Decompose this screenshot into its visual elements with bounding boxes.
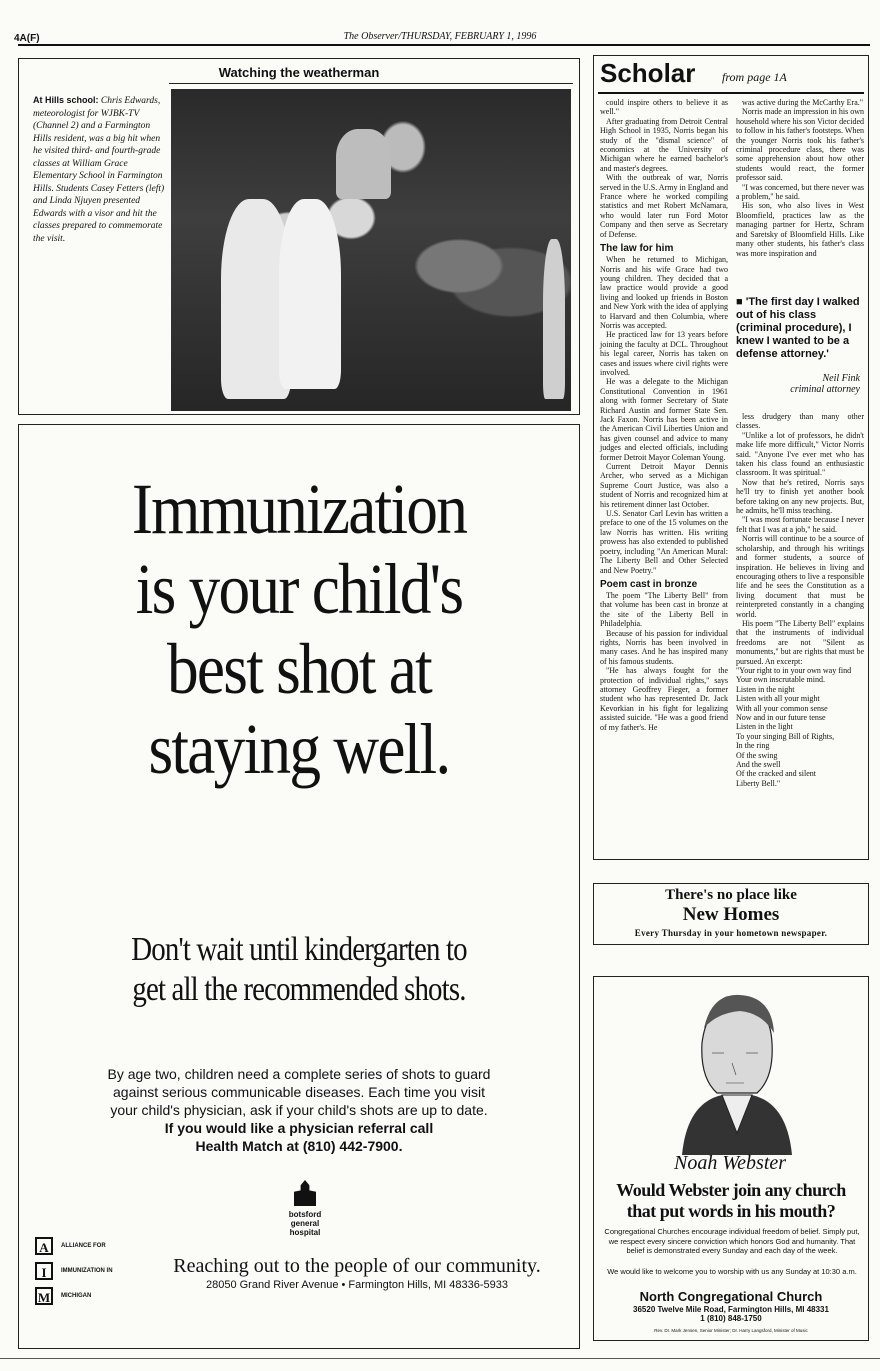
story-title: Scholar: [600, 58, 696, 88]
noah-webster-portrait: [662, 983, 802, 1155]
jump-from: from page 1A: [722, 70, 787, 84]
photo-story: [18, 58, 580, 415]
logo-text: hospital: [289, 1228, 321, 1237]
paragraph: "He has always fought for the protection of individual rights," says attorney Geoffrey Fieger, a former student who has represented Dr. Jack Kevorkian in his fight for legalizing assisted suicide. "He was a good friend of my father's. He: [600, 666, 728, 732]
photo-adult-right: [543, 239, 565, 399]
weatherman-photo: [171, 89, 571, 411]
caption-lead: At Hills school:: [33, 95, 99, 105]
photo-child-right: [279, 199, 341, 389]
aim-logo: [35, 1233, 145, 1308]
poem-excerpt: "Your right to in your own way find Your own inscrutable mind. Listen in the night Listen with all your might With all your common sense Now and in our future tense Listen in the light To your singing Bill of Rights, In the ring Of the swing And the swell Of the cracked and silent Liberty Bell.": [736, 665, 852, 788]
pull-quote-attribution: [736, 373, 860, 395]
ad-cta-line: If you would like a physician referral call: [164, 1120, 434, 1136]
paragraph: Now that he's retired, Norris says he'll try to finish yet another book before taking on any new projects. But, he admits, he'll miss teaching.: [736, 477, 864, 516]
paragraph: could inspire others to believe it as well.": [600, 98, 728, 117]
paragraph: Norris made an impression in his own household where his son Victor decided to follow in his father's footsteps. When the younger Norris took his father's criminal procedure class, there was some apprehension about how other students would react, the former professor said.: [736, 107, 864, 183]
homes-line-2: New Homes: [682, 904, 780, 925]
aim-letter-tile: A: [35, 1237, 53, 1255]
page-label: 4A(F): [14, 33, 40, 44]
aim-row: [35, 1283, 145, 1308]
subhead: The law for him: [600, 243, 674, 255]
church-phone: 1 (810) 848-1750: [700, 1314, 762, 1323]
paragraph: "I was concerned, but there never was a problem," he said.: [736, 182, 864, 202]
paragraph: The poem "The Liberty Bell" from that volume has been cast in bronze at the site of the Liberty Bell in Philadelphia.: [600, 590, 728, 629]
photo-caption: [33, 95, 167, 245]
ad-subhead-line: get all the recommended shots.: [132, 971, 466, 1008]
hospital-logo-icon: [294, 1180, 316, 1206]
aim-letter-tile: M: [35, 1287, 53, 1305]
ad-cta-line: Health Match at (810) 442-7900.: [195, 1138, 403, 1154]
ad-body-line: against serious communicable diseases. Each time you visit: [113, 1084, 485, 1100]
aim-letter-tile: I: [35, 1262, 53, 1280]
church-ad: [593, 976, 869, 1341]
ad-headline-line: best shot at: [167, 629, 431, 709]
ad-body-line: By age two, children need a complete series of shots to guard: [107, 1066, 491, 1082]
title-rule: [598, 92, 864, 94]
paragraph: was active during the McCarthy Era.": [742, 98, 864, 107]
bottom-rule: [0, 1358, 880, 1359]
ad-headline-line: staying well.: [148, 709, 450, 789]
paragraph: Current Detroit Mayor Dennis Archer, who served as a Michigan Supreme Court Justice, was also a student of Norris and recognized him at his retirement dinner last October.: [600, 462, 728, 509]
church-staff: Rev. Dr. Mark Jensen, Senior Minister; Dr. Harry Langsford, Minister of Music: [654, 1328, 808, 1333]
paragraph: U.S. Senator Carl Levin has written a preface to one of the 15 volumes on the law Norris has written. His writing prowess has also extended to published poetry, including "An American Mural: The Liberty Bell and Other Selected and New Poetry.": [600, 509, 728, 575]
scholar-story: [593, 55, 869, 860]
ad-headline-line: Immunization: [131, 469, 467, 549]
logo-text: botsford: [288, 1210, 322, 1219]
church-headline-line: that put words in his mouth?: [626, 1201, 836, 1221]
subhead: Poem cast in bronze: [600, 578, 698, 590]
ad-headline-line: is your child's: [135, 549, 463, 629]
aim-label: IMMUNIZATION IN: [61, 1267, 113, 1274]
church-body: Congregational Churches encourage individual freedom of belief. Simply put, we respect every sincere conviction which honors God and humanity. That belief is demonstrated every Sunday and each day of the week.: [604, 1227, 860, 1255]
ad-subhead: [61, 930, 537, 1010]
ad-headline: [53, 469, 546, 789]
paragraph: After graduating from Detroit Central High School in 1935, Norris began his study of the "dismal science" of economics at the University of Michigan where he earned bachelor's and master's degrees.: [600, 116, 728, 173]
botsford-logo: [281, 1180, 329, 1237]
paragraph: With the outbreak of war, Norris served in the U.S. Army in England and France where he worked compiling statistics and met Robert McNamara, who would later run Ford Motor Company and then serve as Secretary of Defense.: [600, 173, 728, 239]
church-headline-line: Would Webster join any church: [616, 1180, 846, 1200]
story-column-2-top: [736, 98, 864, 258]
immunization-ad: [18, 424, 580, 1349]
church-headline: [594, 1180, 868, 1222]
paragraph: Because of his passion for individual rights, Norris has been involved in many cases. And he has inspired many of his famous students.: [600, 628, 728, 666]
ad-subhead-line: Don't wait until kindergarten to: [131, 931, 467, 968]
pull-quote-title: criminal attorney: [790, 384, 860, 395]
aim-label: ALLIANCE FOR: [61, 1242, 106, 1249]
photo-rule: [169, 83, 573, 84]
paragraph: Norris will continue to be a source of scholarship, and through his writings and former students, a source of inspiration. He believes in living and encouraging others to live a responsible life and he sees the Constitution as a living document that must be reinterpreted constantly in a changing world.: [736, 534, 864, 619]
logo-text: general: [290, 1219, 320, 1228]
photo-headline: Watching the weatherman: [218, 65, 380, 80]
homes-line-3: Every Thursday in your hometown newspaper.: [634, 928, 828, 938]
church-address: [594, 1305, 868, 1323]
paragraph: He practiced law for 13 years before joining the faculty at DCL. Throughout his legal career, Norris has taken on cases and issues where civil rights were involved.: [600, 330, 728, 377]
church-address-line: 36520 Twelve Mile Road, Farmington Hills, MI 48331: [633, 1305, 829, 1314]
paragraph: "I was most fortunate because I never felt that I was at a job," he said.: [736, 515, 864, 534]
header-rule: [18, 44, 870, 46]
pull-quote: ■ 'The first day I walked out of his class (criminal procedure), I knew I wanted to be a defense attorney.': [736, 296, 860, 360]
aim-row: [35, 1233, 145, 1258]
homes-line-1: There's no place like: [665, 887, 797, 903]
dateline: The Observer/THURSDAY, FEBRUARY 1, 1996: [343, 31, 537, 42]
webster-signature: Noah Webster: [674, 1152, 787, 1174]
church-name: North Congregational Church: [639, 1289, 823, 1304]
paragraph: less drudgery than many other classes.: [736, 412, 864, 431]
aim-label: MICHIGAN: [61, 1292, 92, 1299]
photo-weatherman: [336, 129, 391, 199]
paragraph: "Unlike a lot of professors, he didn't make life more difficult," Victor Norris said. "Anyone I've ever met who has taken his class found an enthusiastic classroom. It was spiritual.": [736, 430, 864, 478]
paragraph: His poem "The Liberty Bell" explains that the instruments of individual freedoms are not "Silent as monuments," but are rights that must be pursued. An excerpt:: [736, 618, 864, 666]
ad-address: 28050 Grand River Avenue • Farmington Hills, MI 48336-5933: [205, 1279, 509, 1291]
pull-quote-name: Neil Fink: [822, 373, 860, 384]
aim-row: [35, 1258, 145, 1283]
ad-tagline: Reaching out to the people of our community.: [173, 1255, 541, 1277]
church-welcome: We would like to welcome you to worship with us any Sunday at 10:30 a.m.: [607, 1267, 857, 1276]
paragraph: His son, who also lives in West Bloomfield, practices law as the managing partner for Hertz, Schram and Saretsky of Bloomfield Hills. Like many other students, his father's class was more inspiration and: [736, 201, 864, 258]
caption-text: Chris Edwards, meteorologist for WJBK-TV (Channel 2) and a Farmington Hills resident, was a big hit when he visited third- and fourth-grade classes at William Grace Elementary School in Farmington Hills. Students Casey Fetters (left) and Linda Njuyen presented Edwards with a visor and hit the classes prepared to commemorate the visit.: [33, 96, 165, 244]
new-homes-promo: [593, 883, 869, 945]
paragraph: When he returned to Michigan, Norris and his wife Grace had two young children. They decided that a law practice would provide a good living and looked up friends in Boston and New York with the idea of applying to Harvard and then Columbia, where Norris was accepted.: [600, 255, 728, 330]
story-column-2-bottom: [736, 412, 864, 788]
story-column-1: [600, 98, 728, 732]
ad-body: [19, 1065, 579, 1155]
paragraph: He was a delegate to the Michigan Constitutional Convention in 1961 along with former Secretary of State Richard Austin and former State Sen. Jack Faxon. Norris has been active in the American Civil Liberties Union and has given counsel and advice to many judges and elected officials, including former Detroit Mayor Coleman Young.: [600, 377, 728, 462]
ad-body-line: your child's physician, ask if your child's shots are up to date.: [110, 1102, 488, 1118]
